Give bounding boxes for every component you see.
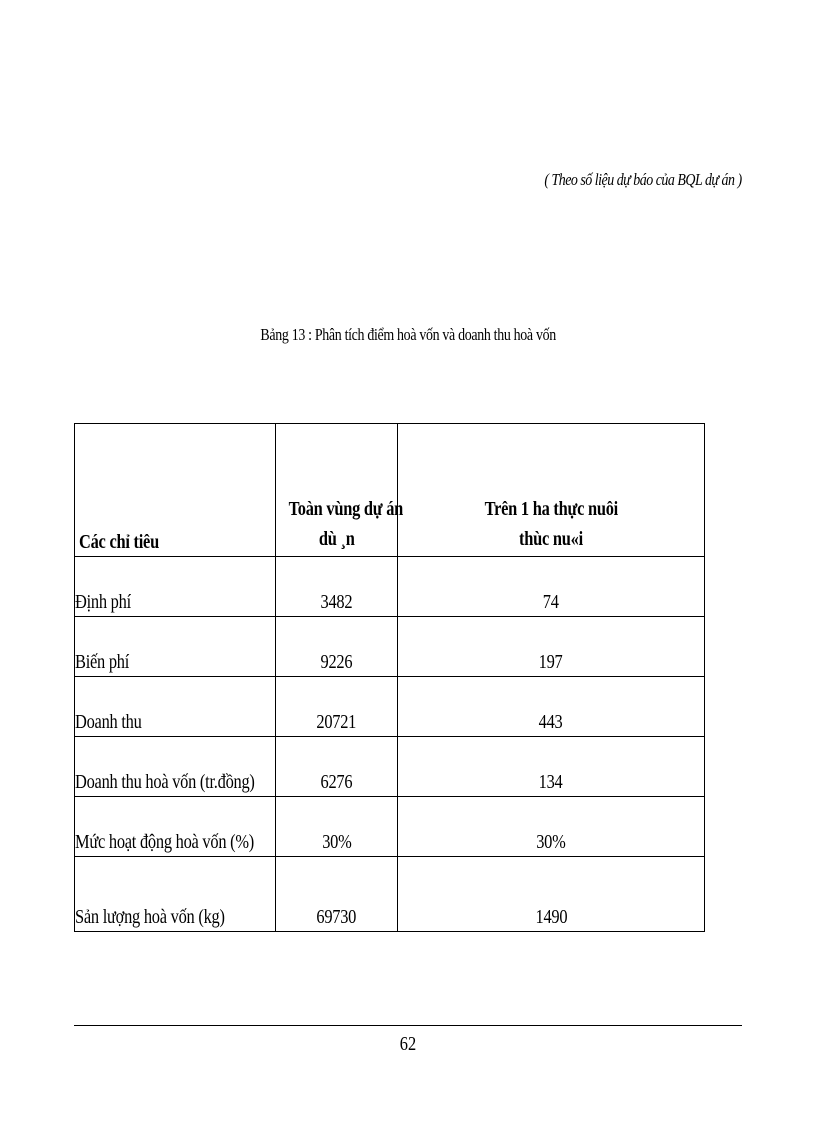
table-row <box>75 677 705 737</box>
header-indicators: Các chỉ tiêu <box>75 424 276 557</box>
header-whole-project-area: Toàn vùng dự án dù ¸n <box>276 424 398 557</box>
row-label: Doanh thu <box>75 677 276 737</box>
row-value-whole: 6276 <box>276 737 398 797</box>
table-row <box>75 617 705 677</box>
table-row <box>75 737 705 797</box>
row-label: Định phí <box>75 557 276 617</box>
row-label: Sản lượng hoà vốn (kg) <box>75 857 276 932</box>
row-value-whole: 3482 <box>276 557 398 617</box>
header-per-hectare: Trên 1 ha thực nuôi thùc nu«i <box>398 424 705 557</box>
table-title: Bảng 13 : Phân tích điểm hoà vốn và doanh thu hoà vốn <box>260 325 556 344</box>
table-header-row <box>75 424 705 557</box>
row-value-per-ha: 197 <box>398 617 705 677</box>
table-row <box>75 557 705 617</box>
row-value-per-ha: 443 <box>398 677 705 737</box>
row-value-per-ha: 74 <box>398 557 705 617</box>
row-value-whole: 69730 <box>276 857 398 932</box>
row-value-per-ha: 1490 <box>398 857 705 932</box>
row-value-whole: 30% <box>276 797 398 857</box>
breakeven-table <box>74 423 705 932</box>
row-label: Mức hoạt động hoà vốn (%) <box>75 797 276 857</box>
row-value-whole: 9226 <box>276 617 398 677</box>
row-value-per-ha: 134 <box>398 737 705 797</box>
table-row <box>75 797 705 857</box>
row-value-whole: 20721 <box>276 677 398 737</box>
row-value-per-ha: 30% <box>398 797 705 857</box>
row-label: Doanh thu hoà vốn (tr.đồng) <box>75 737 276 797</box>
table-row <box>75 857 705 932</box>
source-note: ( Theo số liệu dự báo của BQL dự án ) <box>544 170 742 189</box>
page-number: 62 <box>399 1033 417 1055</box>
row-label: Biến phí <box>75 617 276 677</box>
footer-divider <box>74 1025 742 1026</box>
